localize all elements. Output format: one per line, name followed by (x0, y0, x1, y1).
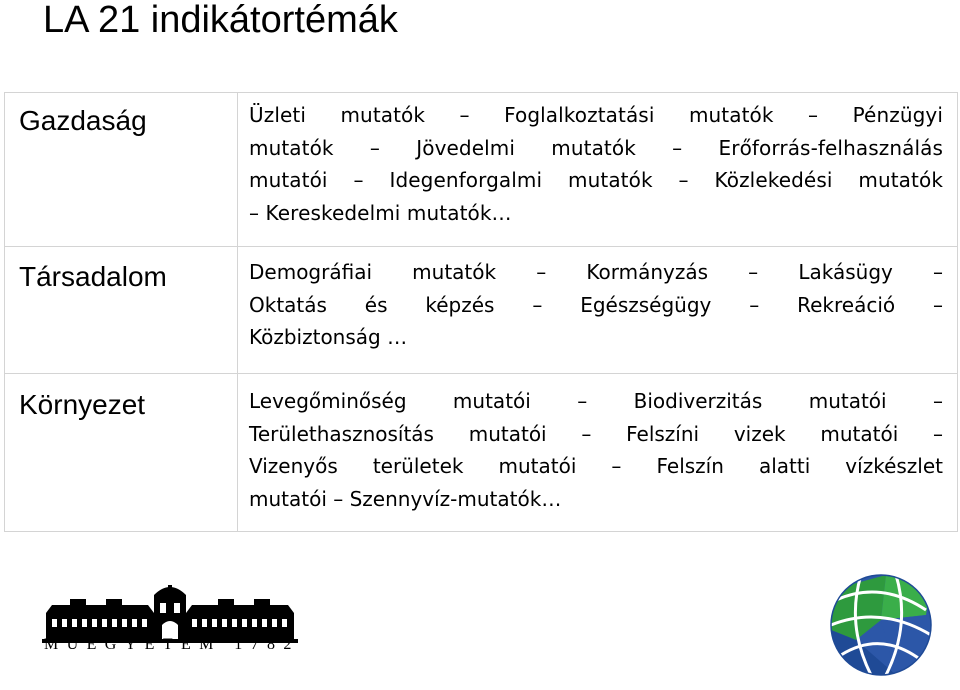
row-content-tarsadalom (249, 256, 943, 354)
row-divider (5, 246, 957, 247)
table-line: Levegőminőség mutatói – Biodiverzitás mutatói – (249, 389, 943, 413)
table-line: Oktatás és képzés – Egészségügy – Rekreáció – (249, 292, 943, 317)
table-line: mutatói – Szennyvíz-mutatók… (249, 486, 562, 511)
category-kornyezet: Környezet (19, 389, 146, 420)
table-line: Vizenyős területek mutatói – Felszín alatti vízkészlet (249, 454, 943, 478)
category-tarsadalom: Társadalom (19, 261, 167, 292)
table-line: Közbiztonság … (249, 325, 408, 349)
table-line: Területhasznosítás mutatói – Felszíni vizek mutatói – (249, 421, 943, 446)
globe-logo-icon (826, 570, 936, 680)
table-line: Demográfiai mutatók – Kormányzás – Lakásügy – (249, 260, 943, 284)
table-line: mutatói – Idegenforgalmi mutatók – Közlekedési mutatók (249, 168, 943, 192)
page-title: LA 21 indikátortémák (43, 0, 398, 41)
category-gazdasag: Gazdaság (19, 105, 147, 136)
table-line: mutatók – Jövedelmi mutatók – Erőforrás-felhasználás (249, 135, 943, 160)
table-line: Üzleti mutatók – Foglalkoztatási mutatók – Pénzügyi (249, 103, 943, 127)
table-line: – Kereskedelmi mutatók… (249, 200, 512, 225)
row-divider (5, 373, 957, 374)
row-content-kornyezet (249, 385, 943, 515)
column-divider (237, 93, 238, 531)
row-content-gazdasag (249, 99, 943, 229)
university-logo-text: MŰEGYETEM 1782 (44, 636, 300, 653)
indicator-table (4, 92, 958, 532)
